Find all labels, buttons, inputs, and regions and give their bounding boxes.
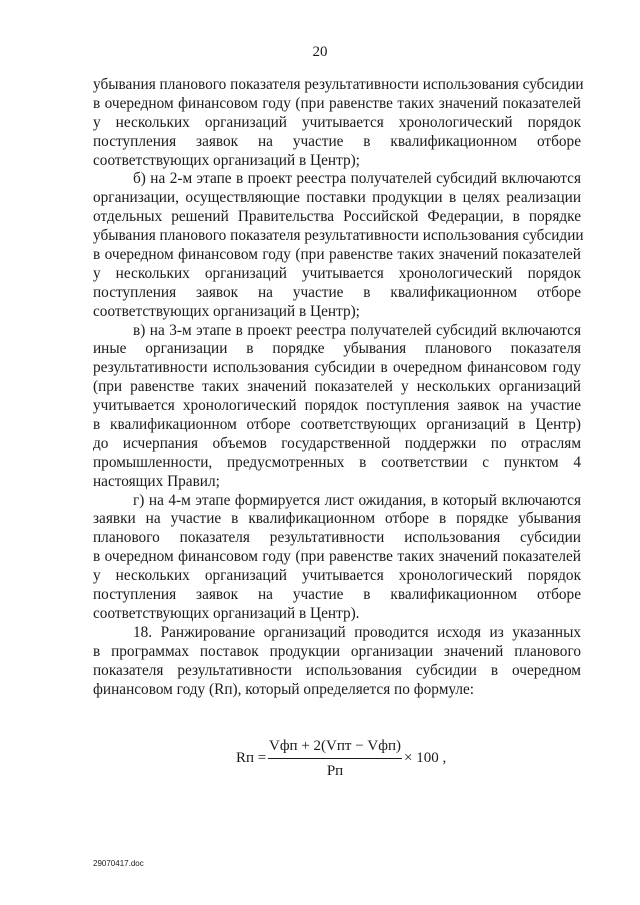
- text-line: г) на 4-м этапе формируется лист ожидания, в который включаются: [133, 491, 581, 509]
- text-line: учитывается хронологический порядок поступления заявок на участие: [93, 397, 581, 415]
- formula-rhs: × 100 ,: [404, 750, 447, 766]
- text-line: показателя результативности использования субсидии в очередном: [93, 661, 581, 679]
- text-line: 18. Ранжирование организаций проводится исходя из указанных: [133, 623, 581, 641]
- text-line: у нескольких организаций учитывается хронологический порядок: [93, 264, 581, 282]
- text-line: в квалификационном отборе соответствующих организаций в Центр): [93, 416, 581, 434]
- text-line: заявки на участие в квалификационном отборе в порядке убывания: [93, 510, 581, 528]
- text-line: поступления заявок на участие в квалификационном отборе: [93, 283, 581, 301]
- text-line: в очередном финансовом году (при равенстве таких значений показателей: [93, 246, 581, 264]
- text-line: в программах поставок продукции организации значений планового: [93, 642, 581, 660]
- text-line: б) на 2-м этапе в проект реестра получателей субсидий включаются: [133, 170, 581, 188]
- text-line: до исчерпания объемов государственной поддержки по отраслям: [93, 434, 581, 452]
- page-number: 20: [312, 44, 328, 60]
- text-line: отдельных решений Правительства Российской Федерации, в порядке: [93, 208, 581, 226]
- text-line: соответствующих организаций в Центр);: [93, 302, 360, 320]
- text-line: у нескольких организаций учитывается хронологический порядок: [93, 113, 581, 131]
- text-line: иные организации в порядке убывания планового показателя: [93, 340, 581, 358]
- fraction-bar: [268, 758, 402, 759]
- text-line: соответствующих организаций в Центр);: [93, 151, 360, 169]
- text-line: в очередном финансовом году (при равенстве таких значений показателей: [93, 94, 581, 112]
- formula: [0, 737, 640, 781]
- text-line: (при равенстве таких значений показателей у нескольких организаций: [93, 378, 581, 396]
- text-line: убывания планового показателя результативности использования субсидии: [93, 227, 584, 245]
- formula-denominator: Pп: [326, 763, 344, 779]
- text-line: в) на 3-м этапе в проект реестра получателей субсидий включаются: [133, 321, 581, 339]
- text-line: поступления заявок на участие в квалификационном отборе: [93, 132, 581, 150]
- formula-fraction: [268, 737, 402, 781]
- text-line: в очередном финансовом году (при равенстве таких значений показателей: [93, 548, 581, 566]
- text-line: соответствующих организаций в Центр).: [93, 604, 360, 622]
- formula-lhs: Rп =: [236, 750, 267, 766]
- body-text: [93, 76, 584, 699]
- text-line: результативности использования субсидии в очередном финансовом году: [93, 359, 581, 377]
- text-line: промышленности, предусмотренных в соответствии с пунктом 4: [93, 453, 581, 471]
- footer-filename: 29070417.doc: [93, 859, 144, 868]
- text-line: поступления заявок на участие в квалификационном отборе: [93, 586, 581, 604]
- text-line: планового показателя результативности использования субсидии: [93, 529, 581, 547]
- text-line: организации, осуществляющие поставки продукции в целях реализации: [93, 189, 581, 207]
- text-line: у нескольких организаций учитывается хронологический порядок: [93, 567, 581, 585]
- text-line: финансовом году (Rп), который определяется по формуле:: [93, 680, 475, 698]
- text-line: настоящих Правил;: [93, 472, 220, 490]
- formula-numerator: Vфп + 2(Vпт − Vфп): [269, 738, 401, 754]
- text-line: убывания планового показателя результативности использования субсидии: [93, 76, 584, 93]
